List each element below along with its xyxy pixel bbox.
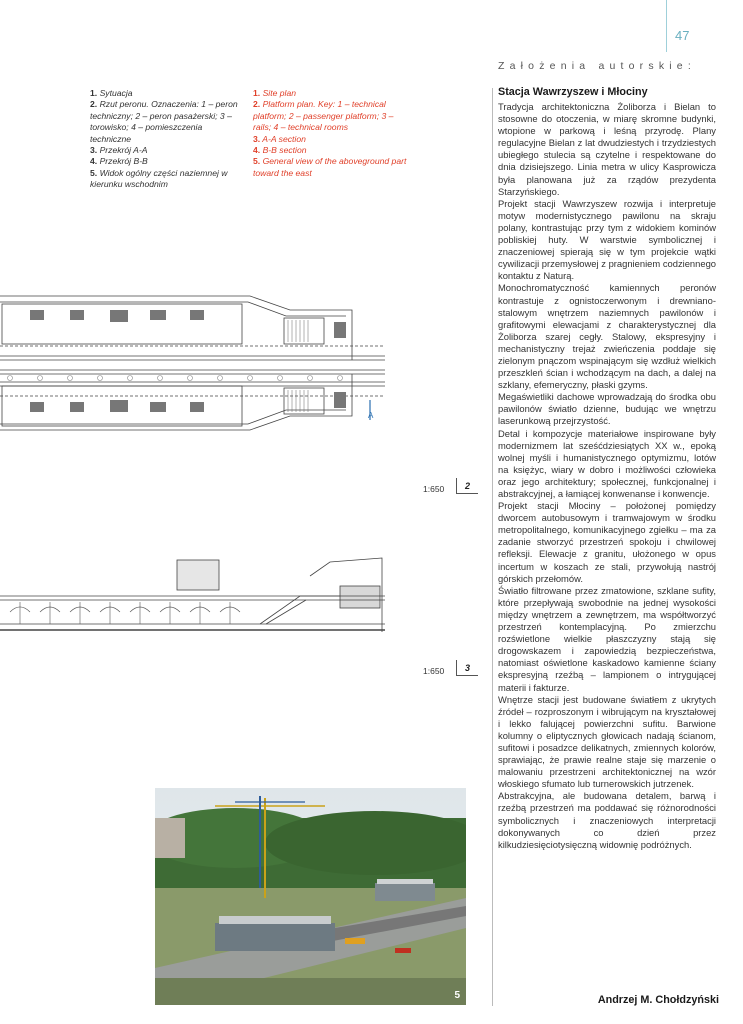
aerial-photo <box>155 788 466 1005</box>
paragraph: Tradycja architektoniczna Żoliborza i Bielan to stosowne do otoczenia, w miarę skromne budynki, wtopione w parkową i leśną przyrodę. Plany regulacyjne Bielan z lat dwudziestych i trzydziestych ubiegłego stulecia są czytelne i respektowane do dnia dzisiejszego. Linia metra w ulicy Kasprowicza była planowana już za rządów prezydenta Starzyńskiego. <box>498 101 716 197</box>
legend-pl-item: 4. Przekrój B-B <box>90 156 148 167</box>
platform-plan-drawing <box>0 290 385 440</box>
legend-pl-item: 3. Przekrój A-A <box>90 145 148 156</box>
paragraph: Projekt stacji Młociny – położonej pomiędzy dworcem autobusowym i tramwajowym w środku metropolitalnego, komunikacyjnego zgiełku – ma za zadanie stworzyć przestrzeń spokoju i chwilowej refleksji. Elewacje z granitu, ułożonego w opus incertum w koszach ze stali, przywołują nastrój górskich przełomów. <box>498 500 716 584</box>
section-marker: A <box>368 411 374 420</box>
page-number: 47 <box>675 28 690 43</box>
legend-en-item: 3. A-A section <box>253 133 306 144</box>
photo-figure-number: 5 <box>454 990 460 1001</box>
article-title: Stacja Wawrzyszew i Młociny <box>498 86 648 98</box>
column-divider <box>492 88 493 1006</box>
legend-en-item: 1. Site plan <box>253 88 297 98</box>
paragraph: Projekt stacji Wawrzyszew rozwija i interpretuje motyw modernistycznego pawilonu na skraju polany, kontrastując przy tym z widokiem kominów pobliskiej huty. W warstwie symbolicznej i znaczeniowej spierają się w tym projekcie wątki cywilizacji przemysłowej z pragnieniem codziennego kontaktu z Naturą. <box>498 197 716 282</box>
aerial-photo-image <box>155 788 466 1005</box>
legend-en-item: 4. B-B section <box>253 145 307 156</box>
plan-figure-number: 2 <box>456 478 478 494</box>
legend-pl-item: 1. Sytuacja <box>90 88 133 98</box>
paragraph: Detal i kompozycje materiałowe inspirowane były modernizmem lat sześćdziesiątych XX w., epoką wolnej myśli i humanistycznego optymizmu, lotów na księżyc, wiary w dobro i możliwości człowieka oraz jego architektury; społecznej, funkcjonalnej i abstrakcyjnej, a łamiącej konwenanse i konwencje. <box>498 427 716 499</box>
section-scale: 1:650 <box>423 666 445 676</box>
section-title: Założenia autorskie: <box>498 60 696 72</box>
paragraph: Monochromatyczność kamiennych peronów kontrastuje z ognistoczerwonym i drewniano-stalowym wnętrzem naziemnych pawilonów i grafitowymi elewacjami z charakterystycznej dla Żoliborza szarej cegły. Stalowy, ekspresyjny i mechanistyczny trejaż zwieńczenia poddaje się zielonym pnączom wspinającym się wzdłuż wielkich przeszkleń ścian i wchodzącym na dach, a dalej na szklany, efemeryczny, płaski gzyms. <box>498 282 716 391</box>
paragraph: Abstrakcyjna, ale budowana detalem, barwą i rzeźbą przestrzeń ma poddawać się różnorodności symbolicznych i znaczeniowych interpretacji dokonywanych co dzień przez kilkudziesięciotysięczną widownię podróżnych. <box>498 790 716 850</box>
author-name: Andrzej M. Chołdzyński <box>597 994 719 1006</box>
legend-polish <box>90 88 240 191</box>
plan-scale: 1:650 <box>423 484 445 494</box>
legend-pl-item: 2. Rzut peronu. Oznaczenia: 1 – peron techniczny; 2 – peron pasażerski; 3 – torowisko; 4 – pomieszczenia techniczne <box>90 99 238 144</box>
paragraph: Megaświetliki dachowe wprowadzają do środka obu pawilonów światło dzienne, budując we wnętrzu laserunkową przejrzystość. <box>498 391 716 427</box>
section-drawing <box>0 552 385 642</box>
legend-en-item: 5. General view of the aboveground part toward the east <box>253 156 407 178</box>
article-body <box>498 101 716 851</box>
legend-en-item: 2. Platform plan. Key: 1 – technical platform; 2 – passenger platform; 3 – rails; 4 – technical rooms <box>253 99 394 133</box>
legend-english <box>253 88 413 179</box>
page-rule <box>666 0 667 52</box>
legend-pl-item: 5. Widok ogólny części naziemnej w kierunku wschodnim <box>90 167 228 190</box>
paragraph: Wnętrze stacji jest budowane światłem z ukrytych źródeł – rozproszonym i wibrującym na kryształowej i lekko falującej powierzchni sufitu. Barwione kolumny o eliptycznych głowicach nadają ścianom, sufitowi i posadzce delikatnych, zmiennych kolorów, sprawiając, że prawie realne staje się marzenie o malowaniu przestrzeni architektonicznej na wzór włoskiego sfumato lub turnerowskich jutrzenek. <box>498 693 716 790</box>
paragraph: Światło filtrowane przez zmatowione, szklane sufity, które przepływają swobodnie na jednej wysokości między wnętrzem a zewnętrzem, ma współtworzyć przestrzeń kontemplacyjną. Po zmierzchu rozświetlone wielkie płaszczyzny stają się drogowskazem i zapowiedzią bezpieczeństwa, natomiast oświetlone kaskadowo kamienne ściany ekspresyjną rzeźbą – lampionem o intrygującej materii i fakturze. <box>498 584 716 693</box>
section-figure-number: 3 <box>456 660 478 676</box>
article-column <box>498 60 716 851</box>
